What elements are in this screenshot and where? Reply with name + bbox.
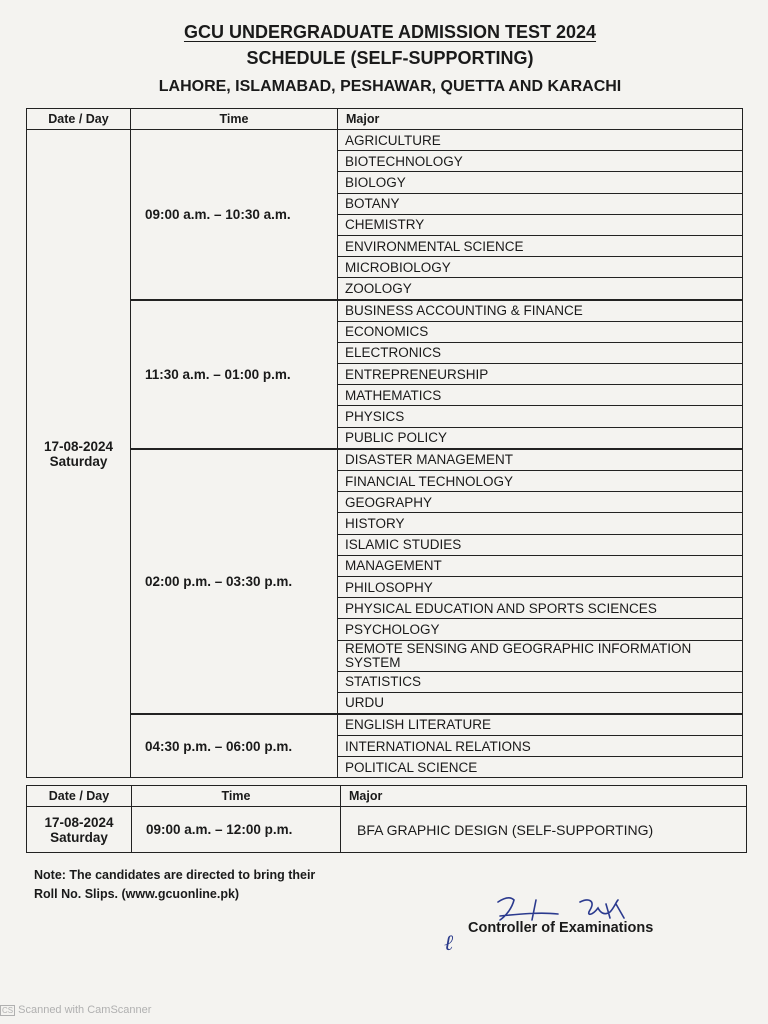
major-cell: DISASTER MANAGEMENT: [338, 449, 743, 471]
controller-title: Controller of Examinations: [468, 920, 654, 936]
time-slot-cell: 09:00 a.m. – 10:30 a.m.: [131, 130, 338, 300]
major-cell: FINANCIAL TECHNOLOGY: [338, 471, 743, 492]
header-time: Time: [132, 786, 341, 807]
scanner-watermark: [0, 1004, 151, 1016]
cities-line: LAHORE, ISLAMABAD, PESHAWAR, QUETTA AND KARACHI: [158, 78, 622, 95]
major-cell: BOTANY: [338, 193, 743, 214]
header-time: Time: [131, 109, 338, 130]
major-cell: MANAGEMENT: [338, 555, 743, 576]
date: 17-08-2024: [43, 438, 114, 454]
note: [34, 866, 315, 904]
major-cell: MATHEMATICS: [338, 385, 743, 406]
major-cell: MICROBIOLOGY: [338, 257, 743, 278]
time-slot-cell: 11:30 a.m. – 01:00 p.m.: [131, 300, 338, 449]
note-line-2: Roll No. Slips. (www.gcuonline.pk): [34, 887, 240, 901]
major-cell: URDU: [338, 692, 743, 714]
subtitle: SCHEDULE (SELF-SUPPORTING): [246, 48, 534, 68]
handwritten-mark: ℓ: [444, 931, 454, 956]
header-date-day: Date / Day: [27, 786, 132, 807]
major-cell: HISTORY: [338, 513, 743, 534]
major-cell: INTERNATIONAL RELATIONS: [338, 736, 743, 757]
time-slot-cell: 04:30 p.m. – 06:00 p.m.: [131, 714, 338, 778]
major-cell: ENTREPRENEURSHIP: [338, 364, 743, 385]
table-row: [27, 130, 743, 151]
major-cell: REMOTE SENSING AND GEOGRAPHIC INFORMATION SYSTEM: [338, 640, 743, 671]
bfa-schedule-table: [26, 785, 747, 853]
major-cell: ENGLISH LITERATURE: [338, 714, 743, 736]
major-cell: BFA GRAPHIC DESIGN (SELF-SUPPORTING): [341, 807, 747, 853]
date-cell: [27, 130, 131, 778]
major-cell: ISLAMIC STUDIES: [338, 534, 743, 555]
watermark-text: Scanned with CamScanner: [18, 1004, 152, 1016]
header-major: Major: [338, 109, 743, 130]
major-cell: CHEMISTRY: [338, 214, 743, 235]
major-cell: PHILOSOPHY: [338, 576, 743, 597]
day: Saturday: [49, 453, 108, 469]
major-cell: AGRICULTURE: [338, 130, 743, 151]
camscanner-logo-icon: CS: [2, 1006, 14, 1015]
time-cell: 09:00 a.m. – 12:00 p.m.: [132, 807, 341, 853]
schedule-table: [26, 108, 743, 778]
major-cell: PHYSICAL EDUCATION AND SPORTS SCIENCES: [338, 598, 743, 619]
major-cell: ELECTRONICS: [338, 342, 743, 363]
table-row: [27, 714, 743, 736]
date: 17-08-2024: [44, 814, 114, 830]
table-row: [27, 449, 743, 471]
date-cell: [27, 807, 132, 853]
header-major: Major: [341, 786, 747, 807]
note-line-1: Note: The candidates are directed to bring their: [34, 868, 316, 882]
major-cell: POLITICAL SCIENCE: [338, 757, 743, 778]
major-cell: ZOOLOGY: [338, 278, 743, 300]
major-cell: ECONOMICS: [338, 321, 743, 342]
major-cell: GEOGRAPHY: [338, 492, 743, 513]
major-cell: BUSINESS ACCOUNTING & FINANCE: [338, 300, 743, 322]
major-cell: BIOTECHNOLOGY: [338, 151, 743, 172]
major-cell: BIOLOGY: [338, 172, 743, 193]
major-cell: STATISTICS: [338, 671, 743, 692]
table-row: [27, 300, 743, 322]
day: Saturday: [50, 829, 108, 845]
title: GCU UNDERGRADUATE ADMISSION TEST 2024: [183, 22, 597, 42]
header-date-day: Date / Day: [27, 109, 131, 130]
major-cell: PHYSICS: [338, 406, 743, 427]
major-cell: PUBLIC POLICY: [338, 427, 743, 449]
major-cell: PSYCHOLOGY: [338, 619, 743, 640]
major-cell: ENVIRONMENTAL SCIENCE: [338, 235, 743, 256]
time-slot-cell: 02:00 p.m. – 03:30 p.m.: [131, 449, 338, 714]
